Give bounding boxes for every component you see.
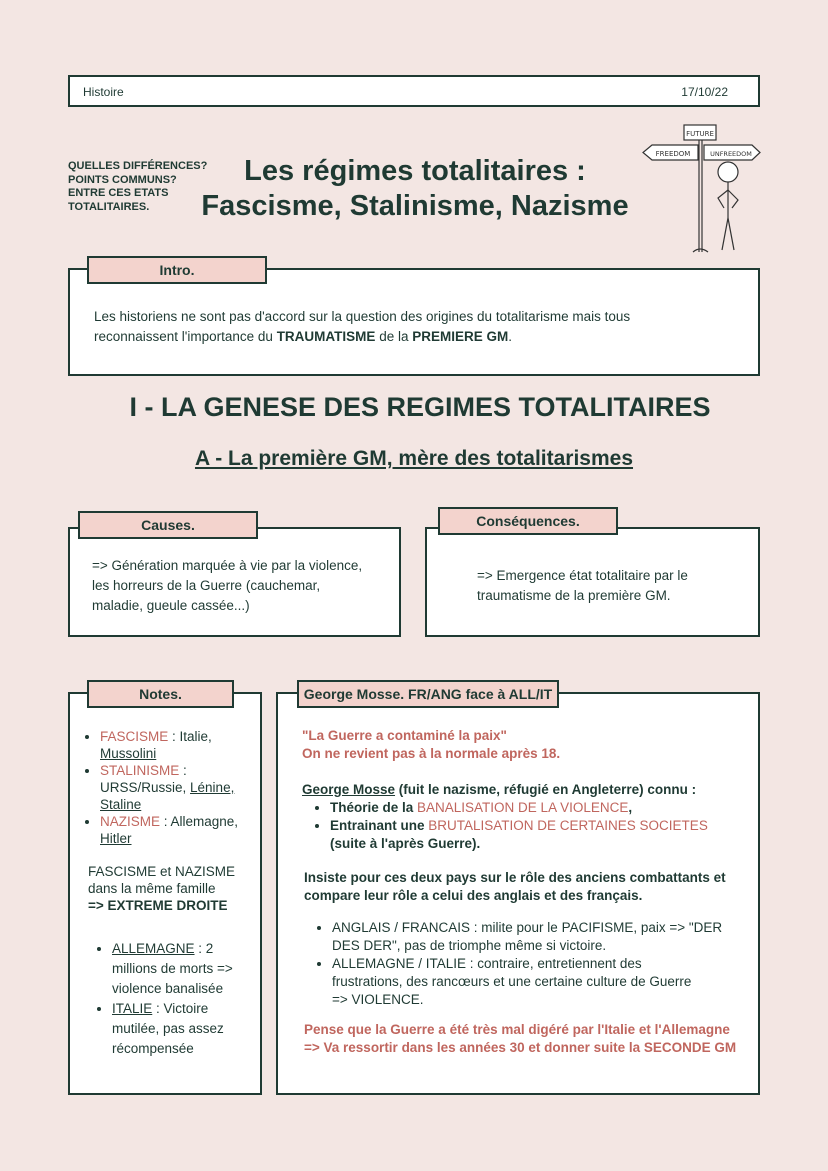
- page-title: [190, 154, 640, 224]
- list-item: [330, 799, 770, 817]
- family-note: [88, 863, 235, 914]
- intro-line-2: [94, 327, 630, 347]
- list-item: [100, 762, 270, 813]
- premiere-gm-keyword: PREMIERE GM: [412, 329, 509, 344]
- question-line: QUELLES DIFFÉRENCES?: [68, 160, 208, 172]
- mosse-theories: [312, 799, 770, 853]
- signpost-illustration: [638, 120, 768, 255]
- item-text: Théorie de la: [330, 800, 418, 815]
- notes-tag: Notes.: [87, 680, 234, 708]
- item-text: URSS/Russie,: [100, 780, 191, 795]
- item-text: ,: [628, 800, 633, 815]
- list-item: [112, 939, 272, 999]
- signpost-left-text: FREEDOM: [655, 150, 691, 158]
- leader-name: Lénine,: [190, 780, 235, 795]
- consequences-box: [425, 527, 760, 637]
- quote-line: On ne revient pas à la normale après 18.: [302, 746, 561, 761]
- countries-list: [94, 939, 272, 1059]
- mosse-quote: [302, 727, 560, 763]
- fascisme-keyword: FASCISME: [100, 729, 169, 744]
- subsection-title: A - La première GM, mère des totalitarismes: [194, 447, 634, 470]
- leader-name: Mussolini: [100, 746, 157, 761]
- question-line: ENTRE CES ETATS: [68, 187, 169, 199]
- consequences-text: [477, 566, 688, 606]
- list-item: [100, 813, 270, 847]
- brutalisation-keyword: BRUTALISATION DE CERTAINES SOCIETES: [428, 818, 708, 833]
- intro-tag: Intro.: [87, 256, 267, 284]
- item-text: : Italie,: [168, 729, 212, 744]
- item-text: (suite à l'après Guerre).: [330, 836, 481, 851]
- mosse-box: [276, 692, 760, 1095]
- header-bar: [68, 75, 760, 107]
- banalisation-keyword: BANALISATION DE LA VIOLENCE: [417, 800, 629, 815]
- causes-line: maladie, gueule cassée...): [92, 598, 250, 613]
- item-text: => VIOLENCE.: [332, 992, 424, 1007]
- list-item: [100, 728, 270, 762]
- author-name: George Mosse: [302, 782, 396, 797]
- intro-text-part: .: [508, 329, 512, 344]
- insist-line: compare leur rôle a celui des anglais et des français.: [304, 888, 643, 903]
- extreme-droite-label: => EXTREME DROITE: [88, 898, 228, 913]
- country-name: ALLEMAGNE: [112, 941, 195, 956]
- intro-rest: (fuit le nazisme, réfugié en Angleterre) connu :: [395, 782, 697, 797]
- intro-text-part: reconnaissent l'importance du: [94, 329, 277, 344]
- consequences-tag: Conséquences.: [438, 507, 618, 535]
- item-text: violence banalisée: [112, 981, 224, 996]
- nazisme-keyword: NAZISME: [100, 814, 161, 829]
- question-line: TOTALITAIRES.: [68, 200, 150, 213]
- list-item: [332, 919, 762, 955]
- mosse-insist: [304, 869, 726, 905]
- signpost-top-text: FUTURE: [686, 130, 714, 138]
- item-text: DES DER", pas de triomphe même si victoire.: [332, 938, 607, 953]
- list-item: [112, 999, 272, 1059]
- list-item: [332, 955, 762, 1009]
- leader-name: Hitler: [100, 831, 132, 846]
- item-text: : Victoire: [152, 1001, 209, 1016]
- list-item: [330, 817, 770, 853]
- title-line-1: Les régimes totalitaires :: [244, 155, 586, 187]
- ideologies-list: [82, 728, 270, 847]
- date-label: 17/10/22: [681, 85, 728, 99]
- signpost-right-text: UNFREEDOM: [710, 150, 752, 158]
- consequences-line: => Emergence état totalitaire par le: [477, 568, 688, 583]
- item-text: frustrations, des rancœurs et une certaine culture de Guerre: [332, 974, 692, 989]
- questions-note: [68, 160, 207, 214]
- intro-box: [68, 268, 760, 376]
- item-text: ALLEMAGNE / ITALIE : contraire, entretiennent des: [332, 956, 642, 971]
- question-line: POINTS COMMUNS?: [68, 173, 177, 186]
- conclusion-line: => Va ressortir dans les années 30 et donner suite la SECONDE GM: [304, 1040, 737, 1055]
- section-title: I - LA GENESE DES REGIMES TOTALITAIRES: [129, 392, 711, 422]
- leader-name: Staline: [100, 797, 142, 812]
- mosse-conclusion: [304, 1021, 736, 1057]
- mosse-tag: George Mosse. FR/ANG face à ALL/IT: [297, 680, 559, 708]
- notes-box: [68, 692, 262, 1095]
- conclusion-line: Pense que la Guerre a été très mal digéré par l'Italie et l'Allemagne: [304, 1022, 730, 1037]
- intro-line-1: Les historiens ne sont pas d'accord sur la question des origines du totalitarisme mais tous: [94, 309, 631, 324]
- family-line: FASCISME et NAZISME: [88, 864, 236, 879]
- item-text: ANGLAIS / FRANCAIS : milite pour le PACIFISME, paix => "DER: [332, 920, 723, 935]
- mosse-intro: [302, 781, 696, 799]
- subject-label: Histoire: [83, 85, 124, 99]
- causes-line: => Génération marquée à vie par la violence,: [92, 558, 363, 573]
- causes-box: [68, 527, 401, 637]
- causes-line: les horreurs de la Guerre (cauchemar,: [92, 578, 321, 593]
- intro-text: [94, 307, 630, 347]
- traumatisme-keyword: TRAUMATISME: [276, 329, 376, 344]
- item-text: Entrainant une: [330, 818, 429, 833]
- family-line: dans la même famille: [88, 881, 216, 896]
- item-text: :: [179, 763, 187, 778]
- quote-line: "La Guerre a contaminé la paix": [302, 728, 507, 743]
- country-name: ITALIE: [112, 1001, 153, 1016]
- item-text: : 2: [194, 941, 214, 956]
- title-line-2: Fascisme, Stalinisme, Nazisme: [201, 190, 629, 222]
- stalinisme-keyword: STALINISME: [100, 763, 180, 778]
- item-text: mutilée, pas assez: [112, 1021, 224, 1036]
- consequences-line: traumatisme de la première GM.: [477, 588, 671, 603]
- intro-text-part: de la: [375, 329, 413, 344]
- causes-tag: Causes.: [78, 511, 258, 539]
- causes-text: [92, 556, 362, 616]
- item-text: récompensée: [112, 1041, 194, 1056]
- item-text: : Allemagne,: [160, 814, 239, 829]
- mosse-comparison: [314, 919, 762, 1009]
- item-text: millions de morts =>: [112, 961, 233, 976]
- insist-line: Insiste pour ces deux pays sur le rôle des anciens combattants et: [304, 870, 726, 885]
